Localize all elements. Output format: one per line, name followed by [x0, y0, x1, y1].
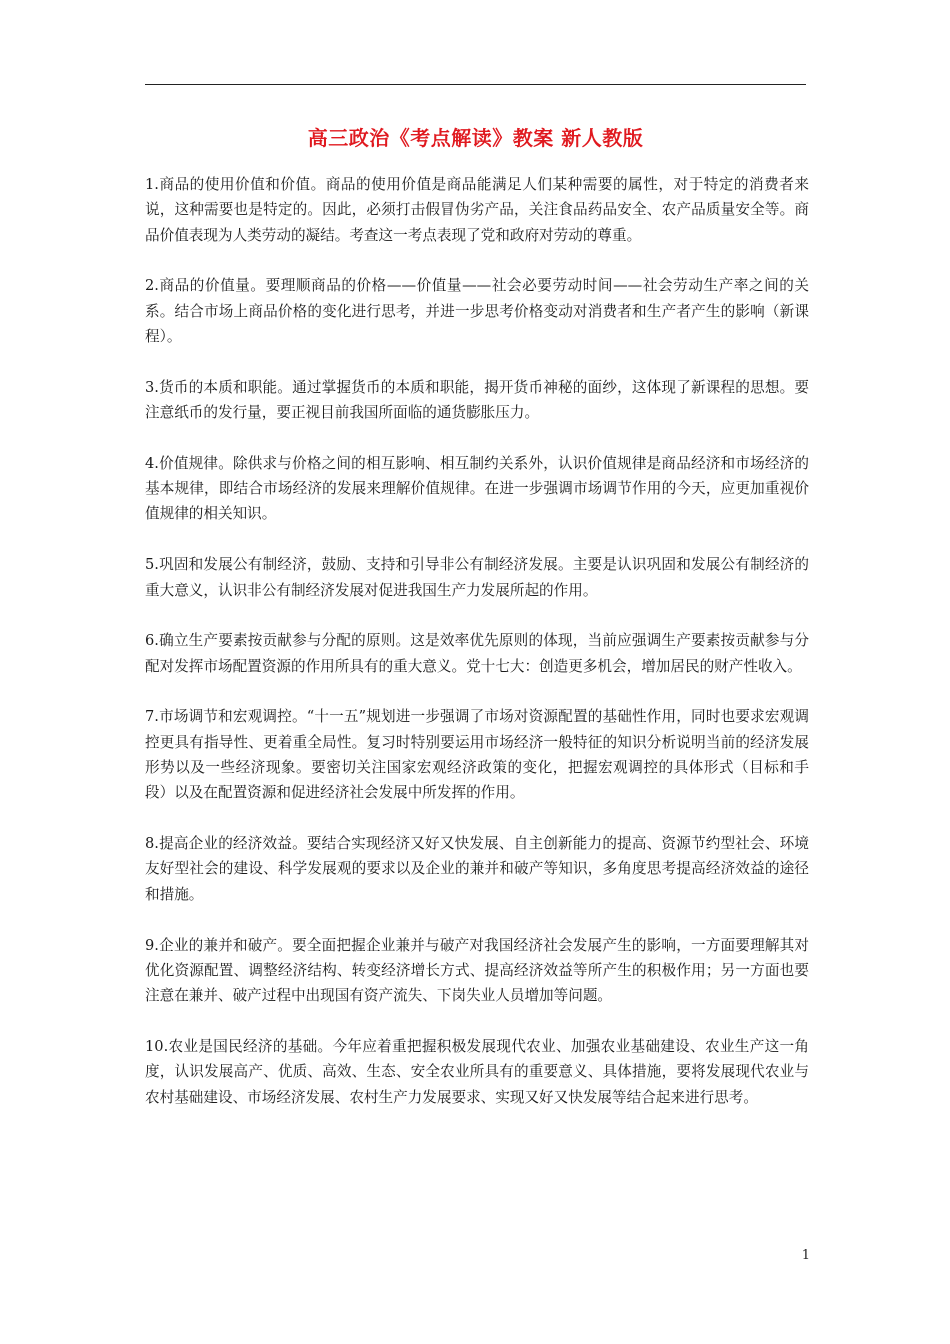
document-body	[145, 172, 809, 1135]
paragraph-4: 4.价值规律。除供求与价格之间的相互影响、相互制约关系外，认识价值规律是商品经济和市场经济的基本规律，即结合市场经济的发展来理解价值规律。在进一步强调市场调节作用的今天，应更加重视价值规律的相关知识。	[145, 454, 809, 523]
paragraph-10: 10.农业是国民经济的基础。今年应着重把握积极发展现代农业、加强农业基础建设、农业生产这一角度，认识发展高产、优质、高效、生态、安全农业所具有的重要意义、具体措施，要将发展现代农业与农村基础建设、市场经济发展、农村生产力发展要求、实现又好又快发展等结合起来进行思考。	[145, 1037, 809, 1106]
paragraph-3: 3.货币的本质和职能。通过掌握货币的本质和职能，揭开货币神秘的面纱，这体现了新课程的思想。要注意纸币的发行量，要正视目前我国所面临的通货膨胀压力。	[145, 378, 809, 422]
document-title: 高三政治《考点解读》教案 新人教版	[307, 126, 644, 150]
paragraph-9: 9.企业的兼并和破产。要全面把握企业兼并与破产对我国经济社会发展产生的影响，一方面要理解其对优化资源配置、调整经济结构、转变经济增长方式、提高经济效益等所产生的积极作用；另一方面也要注意在兼并、破产过程中出现国有资产流失、下岗失业人员增加等问题。	[145, 936, 809, 1005]
paragraph-6: 6.确立生产要素按贡献参与分配的原则。这是效率优先原则的体现，当前应强调生产要素按贡献参与分配对发挥市场配置资源的作用所具有的重大意义。党十七大：创造更多机会，增加居民的财产性收入。	[145, 632, 809, 675]
page-number: 1	[801, 1248, 810, 1263]
paragraph-7: 7.市场调节和宏观调控。“十一五”规划进一步强调了市场对资源配置的基础性作用，同时也要求宏观调控更具有指导性、更着重全局性。复习时特别要运用市场经济一般特征的知识分析说明当前的经济发展形势以及一些经济现象。要密切关注国家宏观经济政策的变化，把握宏观调控的具体形式（目标和手段）以及在配置资源和促进经济社会发展中所发挥的作用。	[145, 708, 809, 802]
paragraph-5: 5.巩固和发展公有制经济，鼓励、支持和引导非公有制经济发展。主要是认识巩固和发展公有制经济的重大意义，认识非公有制经济发展对促进我国生产力发展所起的作用。	[145, 556, 809, 599]
paragraph-1: 1.商品的使用价值和价值。商品的使用价值是商品能满足人们某种需要的属性，对于特定的消费者来说，这种需要也是特定的。因此，必须打击假冒伪劣产品，关注食品药品安全、农产品质量安全等。商品价值表现为人类劳动的凝结。考查这一考点表现了党和政府对劳动的尊重。	[145, 176, 809, 244]
header-rule	[145, 84, 806, 85]
paragraph-8: 8.提高企业的经济效益。要结合实现经济又好又快发展、自主创新能力的提高、资源节约型社会、环境友好型社会的建设、科学发展观的要求以及企业的兼并和破产等知识，多角度思考提高经济效益的途径和措施。	[145, 835, 809, 903]
paragraph-2: 2.商品的价值量。要理顺商品的价格——价值量——社会必要劳动时间——社会劳动生产率之间的关系。结合市场上商品价格的变化进行思考，并进一步思考价格变动对消费者和生产者产生的影响（新课程）。	[145, 277, 809, 345]
